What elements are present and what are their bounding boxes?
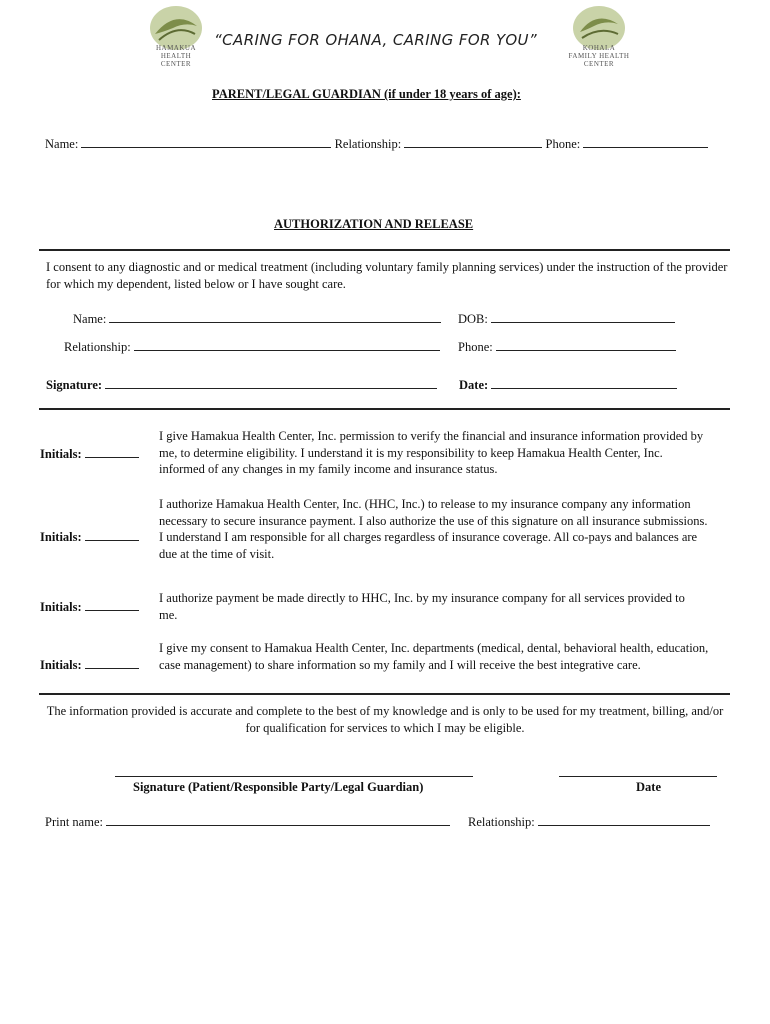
hamakua-logo: [145, 4, 207, 70]
guardian-relationship-field[interactable]: [404, 136, 542, 148]
date-field[interactable]: [491, 377, 677, 389]
initials-field[interactable]: [85, 529, 139, 541]
logo-left-text: HAMAKUA HEALTH CENTER: [155, 44, 197, 68]
authorization-heading: AUTHORIZATION AND RELEASE: [274, 217, 474, 231]
guardian-phone-field[interactable]: [583, 136, 708, 148]
initials-field[interactable]: [85, 446, 139, 458]
dob-label: DOB:: [458, 312, 488, 326]
dependent-phone-row: [458, 339, 676, 355]
initials-text: I give Hamakua Health Center, Inc. permission to verify the financial and insurance information provided by me, to determine eligibility. I understand it is my responsibility to keep Hamakua Health Center, Inc. informed of any changes in my family income and insurance status.: [159, 429, 704, 476]
guardian-relationship-label: Relationship:: [334, 137, 402, 151]
signature-field[interactable]: [105, 377, 437, 389]
dependent-relationship-row: [64, 339, 440, 355]
dependent-name-row: [73, 311, 441, 327]
print-name-field[interactable]: [106, 814, 450, 826]
divider: [39, 249, 730, 251]
dependent-name-field[interactable]: [109, 311, 441, 323]
slogan: “CARING FOR OHANA, CARING FOR YOU”: [214, 31, 538, 49]
footer-relationship-label: Relationship:: [468, 815, 535, 829]
kohala-logo: [568, 4, 630, 70]
date-label: Date:: [459, 378, 489, 392]
initials-row: [40, 529, 139, 545]
dob-field[interactable]: [491, 311, 675, 323]
dependent-name-label: Name:: [73, 312, 107, 326]
guardian-name-label: Name:: [45, 137, 79, 151]
initials-row: [40, 446, 139, 462]
initials-text: I authorize payment be made directly to HHC, Inc. by my insurance company for all services provided to me.: [159, 591, 685, 622]
initials-label: Initials:: [40, 658, 82, 672]
guardian-name-field[interactable]: [81, 136, 331, 148]
signature-label: Signature:: [46, 378, 103, 392]
initials-row: [40, 657, 139, 673]
dependent-relationship-label: Relationship:: [64, 340, 131, 354]
signature-row: [46, 377, 437, 393]
dob-row: [458, 311, 675, 327]
patient-signature-line[interactable]: [115, 776, 473, 777]
initials-text: I authorize Hamakua Health Center, Inc. (HHC, Inc.) to release to my insurance company any information necessary to secure insurance payment. I also authorize the use of this signature on all insurance submissions. I understand I am responsible for all charges regardless of insurance coverage. All co-pays and balances are due at the time of visit.: [159, 497, 708, 561]
print-name-row: [45, 814, 450, 830]
divider: [39, 408, 730, 410]
print-name-label: Print name:: [45, 815, 103, 829]
date-signature-line[interactable]: [559, 776, 717, 777]
guardian-phone-label: Phone:: [545, 137, 581, 151]
initials-row: [40, 599, 139, 615]
guardian-row: [45, 136, 708, 152]
initials-text: I give my consent to Hamakua Health Center, Inc. departments (medical, dental, behavioral health, education, case management) to share information so my family and I will receive the best integrative care.: [159, 641, 709, 672]
logo-right-text: KOHALA FAMILY HEALTH CENTER: [568, 44, 630, 68]
initials-field[interactable]: [85, 599, 139, 611]
dependent-relationship-field[interactable]: [134, 339, 440, 351]
initials-label: Initials:: [40, 530, 82, 544]
dependent-phone-field[interactable]: [496, 339, 676, 351]
footer-relationship-row: [468, 814, 710, 830]
initials-field[interactable]: [85, 657, 139, 669]
guardian-heading: PARENT/LEGAL GUARDIAN (if under 18 years of age):: [212, 87, 521, 101]
initials-label: Initials:: [40, 600, 82, 614]
divider: [39, 693, 730, 695]
initials-label: Initials:: [40, 447, 82, 461]
dependent-phone-label: Phone:: [458, 340, 493, 354]
date-caption: Date: [636, 780, 661, 794]
accuracy-statement: The information provided is accurate and complete to the best of my knowledge and is only to be used for my treatment, billing, and/or for qualification for services to which I may be eligible.: [46, 704, 724, 735]
footer-relationship-field[interactable]: [538, 814, 710, 826]
date-row: [459, 377, 677, 393]
signature-caption: Signature (Patient/Responsible Party/Legal Guardian): [133, 780, 424, 794]
consent-text: I consent to any diagnostic and or medical treatment (including voluntary family planning services) under the instruction of the provider for which my dependent, listed below or I have sought care.: [46, 260, 728, 291]
